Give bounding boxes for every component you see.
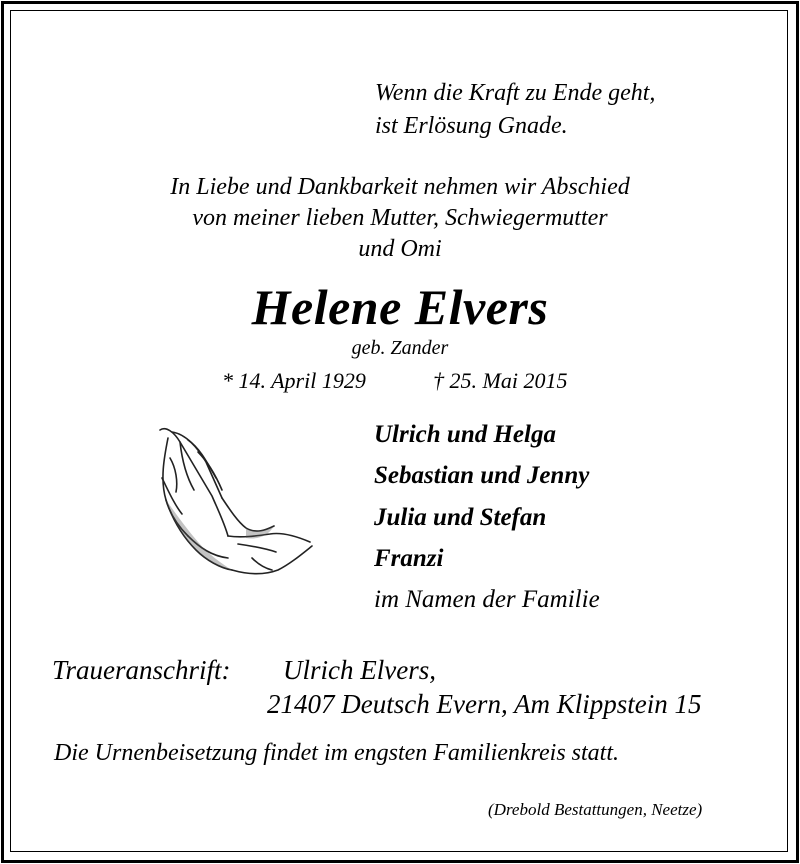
family-line: im Namen der Familie xyxy=(374,586,600,613)
mourner-3: Julia und Stefan xyxy=(374,504,547,531)
address-street: 21407 Deutsch Evern, Am Klippstein 15 xyxy=(267,689,702,719)
birth-date: * 14. April 1929 xyxy=(222,368,366,393)
intro-line-2: von meiner lieben Mutter, Schwiegermutter xyxy=(192,205,608,231)
mourner-4: Franzi xyxy=(374,545,444,572)
mourner-2: Sebastian und Jenny xyxy=(374,462,590,489)
birth-name: geb. Zander xyxy=(351,337,449,359)
intro-line-1: In Liebe und Dankbarkeit nehmen wir Abschied xyxy=(170,174,630,200)
verse-line-1: Wenn die Kraft zu Ende geht, xyxy=(375,80,656,106)
address-label: Traueranschrift: xyxy=(52,655,231,685)
praying-hands-icon xyxy=(142,418,322,588)
deceased-name: Helene Elvers xyxy=(251,279,549,335)
verse-line-2: ist Erlösung Gnade. xyxy=(375,113,568,139)
undertaker-credit: (Drebold Bestattungen, Neetze) xyxy=(488,800,703,819)
burial-note: Die Urnenbeisetzung findet im engsten Familienkreis statt. xyxy=(54,740,620,766)
intro-line-3: und Omi xyxy=(358,236,442,262)
death-date: † 25. Mai 2015 xyxy=(433,368,568,393)
mourner-1: Ulrich und Helga xyxy=(374,421,556,448)
address-name: Ulrich Elvers, xyxy=(283,655,436,685)
